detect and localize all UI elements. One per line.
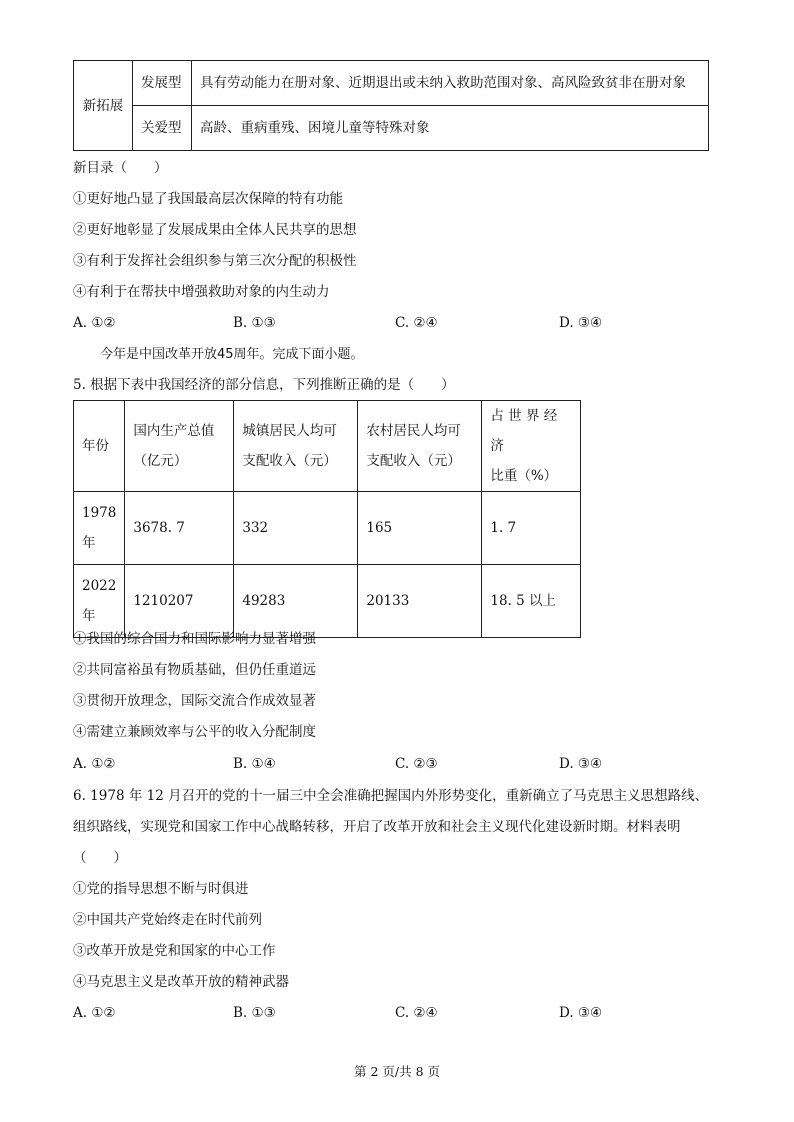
q4-option-d[interactable]: D. ③④	[559, 315, 603, 331]
cell-text: 20133	[366, 593, 410, 609]
header-share	[482, 401, 581, 492]
q5-item-2: ②共同富裕虽有物质基础，但仍任重道远	[73, 662, 316, 678]
cell-text: 49283	[242, 593, 286, 609]
q4-option-a[interactable]: A. ①②	[73, 315, 116, 331]
desc-cell	[192, 106, 709, 151]
q6-item-4: ④马克思主义是改革开放的精神武器	[73, 974, 289, 990]
q5-item-4: ④需建立兼顾效率与公平的收入分配制度	[73, 724, 316, 740]
q5-stem: 5. 根据下表中我国经济的部分信息，下列推断正确的是（ ）	[73, 377, 455, 393]
q6-stem-line-2: 组织路线，实现党和国家工作中心战略转移，开启了改革开放和社会主义现代化建设新时期。材料表明	[73, 819, 681, 835]
gdp-cell	[125, 565, 234, 638]
header-text: 比重（%）	[490, 468, 558, 484]
header-text: （亿元）	[133, 453, 188, 469]
header-text: 国内生产总值	[133, 423, 215, 439]
q6-stem-line-3: （ ）	[73, 850, 127, 866]
q5-option-a[interactable]: A. ①②	[73, 756, 116, 772]
header-text: 占 世 界 经 济	[490, 408, 558, 454]
q6-option-a[interactable]: A. ①②	[73, 1005, 116, 1021]
q6-item-2: ②中国共产党始终走在时代前列	[73, 912, 262, 928]
q4-item-1: ①更好地凸显了我国最高层次保障的特有功能	[73, 191, 343, 207]
header-text: 农村居民人均可	[366, 423, 461, 439]
header-gdp	[125, 401, 234, 492]
share-cell	[482, 492, 581, 565]
cell-text: 1978	[82, 505, 117, 521]
rural-cell	[358, 492, 482, 565]
q6-option-d[interactable]: D. ③④	[559, 1005, 603, 1021]
type-cell	[133, 106, 192, 151]
group-label: 新拓展	[82, 97, 124, 114]
urban-cell	[234, 565, 358, 638]
header-rural	[358, 401, 482, 492]
type-label: 发展型	[141, 75, 182, 91]
desc-text: 高龄、重病重残、困境儿童等特殊对象	[200, 120, 430, 136]
header-text: 支配收入（元）	[366, 453, 461, 469]
q6-item-1: ①党的指导思想不断与时俱进	[73, 881, 249, 897]
q5-option-c[interactable]: C. ②③	[395, 756, 438, 772]
header-text: 支配收入（元）	[242, 453, 337, 469]
header-year	[74, 401, 125, 492]
year-cell	[74, 492, 125, 565]
gdp-cell	[125, 492, 234, 565]
desc-text: 具有劳动能力在册对象、近期退出或未纳入救助范围对象、高风险致贫非在册对象	[200, 75, 686, 91]
table-row	[74, 565, 581, 638]
year-cell	[74, 565, 125, 638]
cell-text: 1. 7	[490, 520, 517, 536]
q5-item-1: ①我国的综合国力和国际影响力显著增强	[73, 631, 316, 647]
q4-option-c[interactable]: C. ②④	[395, 315, 438, 331]
cell-text: 332	[242, 520, 269, 536]
q4-option-b[interactable]: B. ①③	[233, 315, 276, 331]
urban-cell	[234, 492, 358, 565]
cell-text: 1210207	[133, 593, 194, 609]
cell-text: 年	[82, 535, 96, 551]
q6-option-c[interactable]: C. ②④	[395, 1005, 438, 1021]
q5-option-d[interactable]: D. ③④	[559, 756, 603, 772]
cell-text: 3678. 7	[133, 520, 185, 536]
share-cell	[482, 565, 581, 638]
intro-text: 今年是中国改革开放45周年。完成下面小题。	[100, 347, 364, 362]
group-label-cell	[74, 61, 133, 151]
rural-cell	[358, 565, 482, 638]
type-label: 关爱型	[141, 120, 182, 136]
cell-text: 18. 5 以上	[490, 593, 557, 609]
top-table	[73, 60, 709, 151]
header-text: 年份	[82, 438, 109, 454]
header-urban	[234, 401, 358, 492]
desc-cell	[192, 61, 709, 106]
q4-item-4: ④有利于在帮扶中增强救助对象的内生动力	[73, 284, 330, 300]
economy-table	[73, 400, 581, 638]
q6-option-b[interactable]: B. ①③	[233, 1005, 276, 1021]
table-row	[74, 492, 581, 565]
q5-item-3: ③贯彻开放理念，国际交流合作成效显著	[73, 693, 316, 709]
cell-text: 2022	[82, 578, 117, 594]
type-cell	[133, 61, 192, 106]
q5-option-b[interactable]: B. ①④	[233, 756, 276, 772]
q4-item-2: ②更好地彰显了发展成果由全体人民共享的思想	[73, 222, 357, 238]
q6-item-3: ③改革开放是党和国家的中心工作	[73, 943, 276, 959]
q6-stem-line-1: 6. 1978 年 12 月召开的党的十一届三中全会准确把握国内外形势变化，重新确立了马克思主义思想路线、	[73, 788, 709, 804]
cell-text: 年	[82, 608, 96, 624]
cell-text: 165	[366, 520, 393, 536]
q4-stem-tail: 新目录（ ）	[73, 160, 168, 176]
header-text: 城镇居民人均可	[242, 423, 337, 439]
q4-item-3: ③有利于发挥社会组织参与第三次分配的积极性	[73, 253, 357, 269]
page-footer: 第 2 页/共 8 页	[353, 1064, 440, 1079]
